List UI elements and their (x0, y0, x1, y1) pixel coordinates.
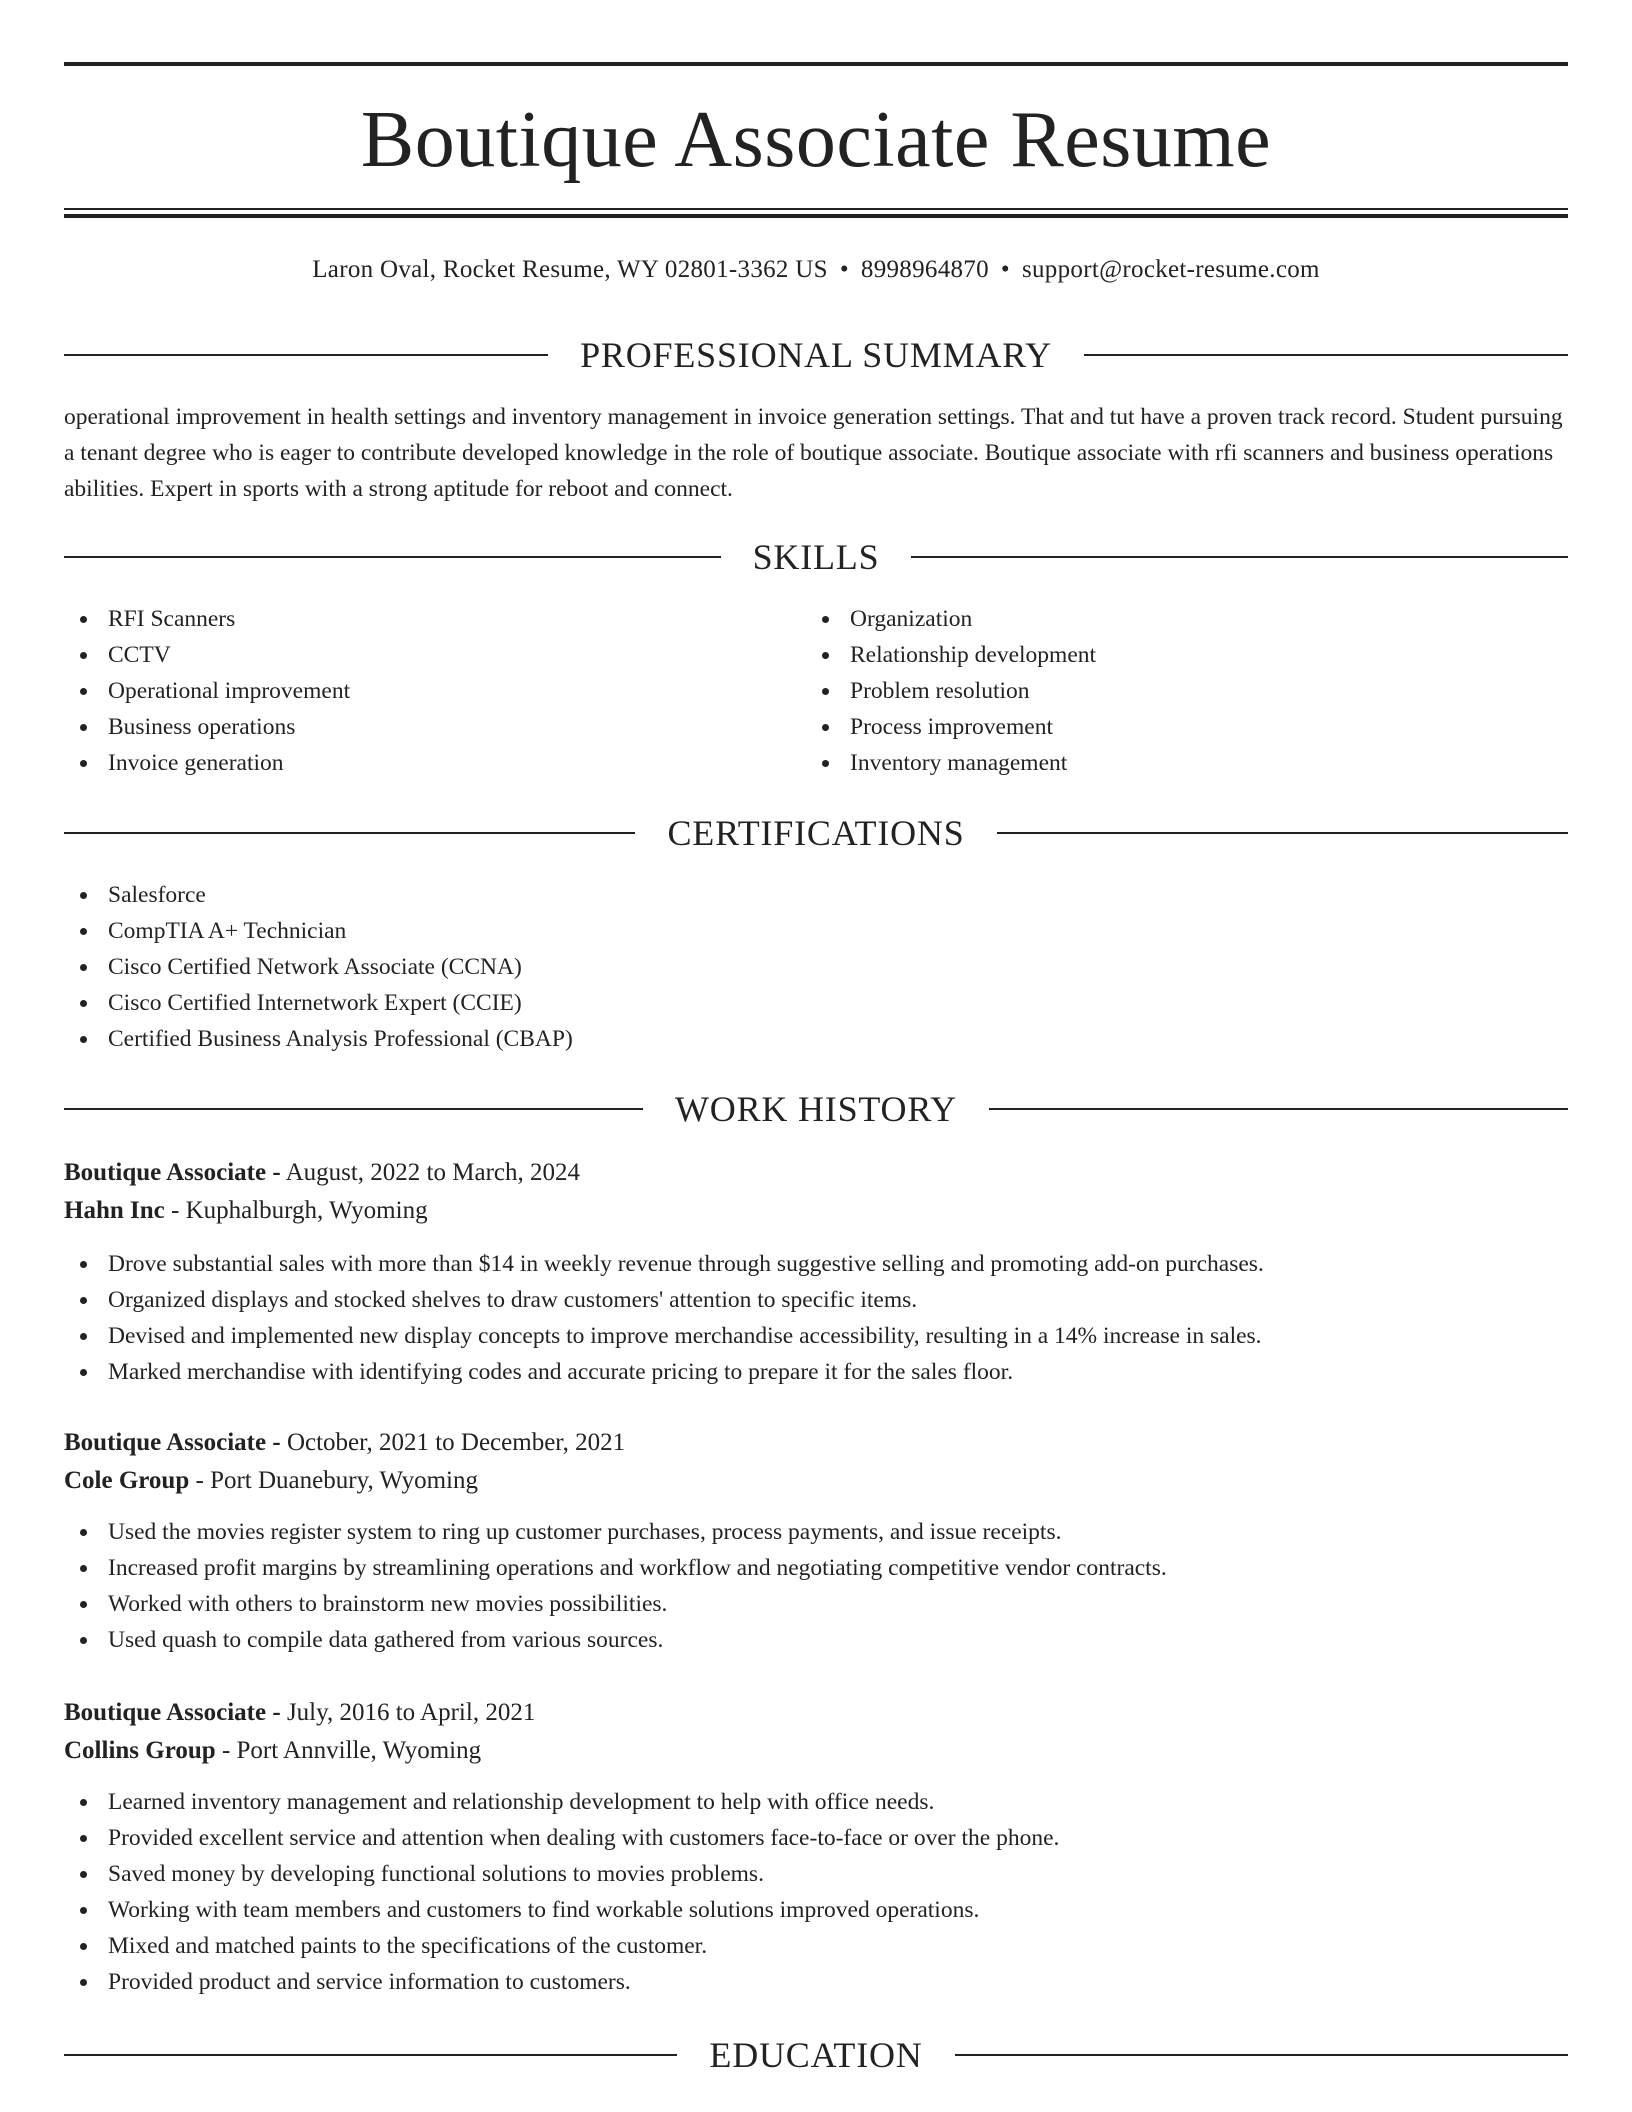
job-location: Port Duanebury, Wyoming (210, 1467, 478, 1494)
dash: - (221, 1737, 231, 1764)
heading-rule (64, 354, 548, 356)
certification-item: CompTIA A+ Technician (64, 913, 1568, 949)
job-bullet: Working with team members and customers to find workable solutions improved operations. (64, 1892, 1568, 1928)
dash: - (170, 1197, 180, 1224)
job-title: Boutique Associate (64, 1699, 267, 1726)
job-title: Boutique Associate (64, 1429, 267, 1456)
job-bullet: Saved money by developing functional solutions to movies problems. (64, 1856, 1568, 1892)
summary-section (64, 399, 1568, 507)
job-bullet: Devised and implemented new display concepts to improve merchandise accessibility, resulting in a 14% increase in sales. (64, 1318, 1568, 1354)
certification-item: Cisco Certified Internetwork Expert (CCIE) (64, 985, 1568, 1021)
job-bullet: Used the movies register system to ring up customer purchases, process payments, and issue receipts. (64, 1514, 1568, 1550)
job-bullet: Organized displays and stocked shelves to draw customers' attention to specific items. (64, 1282, 1568, 1318)
skills-column-right (806, 601, 1548, 781)
skill-item: Invoice generation (64, 745, 806, 781)
job-entry (64, 1424, 1568, 1658)
skill-item: Business operations (64, 709, 806, 745)
heading-rule (64, 556, 721, 558)
heading-rule (64, 1108, 643, 1110)
skills-heading (64, 535, 1568, 579)
job-company-line (64, 1192, 1568, 1230)
heading-rule (64, 2054, 677, 2056)
skill-item: CCTV (64, 637, 806, 673)
heading-rule (997, 832, 1568, 834)
job-bullets (64, 1784, 1568, 2000)
job-bullet: Mixed and matched paints to the specifications of the customer. (64, 1928, 1568, 1964)
skill-item: Relationship development (806, 637, 1548, 673)
dash: - (272, 1699, 281, 1726)
skill-item: RFI Scanners (64, 601, 806, 637)
summary-heading (64, 333, 1568, 377)
job-company-line (64, 1462, 1568, 1500)
job-entry (64, 1694, 1568, 2000)
heading-rule (911, 556, 1568, 558)
job-dates: August, 2022 to March, 2024 (285, 1159, 580, 1186)
job-bullet: Used quash to compile data gathered from various sources. (64, 1622, 1568, 1658)
job-bullet: Worked with others to brainstorm new movies possibilities. (64, 1586, 1568, 1622)
job-title-line (64, 1424, 1568, 1462)
job-bullets (64, 1246, 1568, 1390)
job-company-line (64, 1732, 1568, 1770)
job-title-line (64, 1694, 1568, 1732)
skill-item: Process improvement (806, 709, 1548, 745)
heading-rule (989, 1108, 1568, 1110)
title-rule-lower (64, 214, 1568, 218)
heading-rule (64, 832, 635, 834)
job-location: Port Annville, Wyoming (236, 1737, 482, 1764)
job-entry (64, 1154, 1568, 1390)
summary-heading-label: PROFESSIONAL SUMMARY (580, 335, 1052, 375)
education-heading (64, 2033, 1568, 2077)
contact-separator: • (1000, 256, 1010, 283)
work-heading-label: WORK HISTORY (675, 1089, 957, 1129)
job-bullets (64, 1514, 1568, 1658)
job-bullet: Drove substantial sales with more than $14 in weekly revenue through suggestive selling and promoting add-on purchases. (64, 1246, 1568, 1282)
summary-text: operational improvement in health settings and inventory management in invoice generation settings. That and tut have a proven track record. Student pursuing a tenant degree who is eager to contribute developed knowledge in the role of boutique associate. Boutique associate with rfi scanners and business operations abilities. Expert in sports with a strong aptitude for reboot and connect. (64, 404, 1563, 502)
contact-address: Laron Oval, Rocket Resume, WY 02801-3362 US (312, 256, 828, 283)
job-dates: October, 2021 to December, 2021 (286, 1429, 626, 1456)
job-bullet: Provided excellent service and attention when dealing with customers face-to-face or over the phone. (64, 1820, 1568, 1856)
contact-phone: 8998964870 (860, 256, 989, 283)
job-title: Boutique Associate (64, 1159, 267, 1186)
work-heading (64, 1087, 1568, 1131)
heading-rule (955, 2054, 1568, 2056)
contact-line (64, 252, 1568, 288)
contact-separator: • (839, 256, 849, 283)
skill-item: Inventory management (806, 745, 1548, 781)
job-bullet: Increased profit margins by streamlining operations and workflow and negotiating competitive vendor contracts. (64, 1550, 1568, 1586)
skills-section (64, 601, 1568, 781)
job-dates: July, 2016 to April, 2021 (286, 1699, 536, 1726)
education-heading-label: EDUCATION (709, 2035, 923, 2075)
dash: - (195, 1467, 204, 1494)
certification-item: Cisco Certified Network Associate (CCNA) (64, 949, 1568, 985)
certification-item: Certified Business Analysis Professional (CBAP) (64, 1021, 1568, 1057)
job-location: Kuphalburgh, Wyoming (185, 1197, 428, 1224)
certifications-section (64, 877, 1568, 1057)
dash: - (272, 1159, 281, 1186)
skills-heading-label: SKILLS (752, 537, 880, 577)
top-rule (64, 62, 1568, 66)
certifications-heading (64, 811, 1568, 855)
skill-item: Operational improvement (64, 673, 806, 709)
job-bullet: Marked merchandise with identifying codes and accurate pricing to prepare it for the sales floor. (64, 1354, 1568, 1390)
job-bullet: Learned inventory management and relationship development to help with office needs. (64, 1784, 1568, 1820)
job-bullet: Provided product and service information to customers. (64, 1964, 1568, 2000)
skills-column-left (64, 601, 806, 781)
resume-title: Boutique Associate Resume (360, 96, 1272, 184)
skill-item: Problem resolution (806, 673, 1548, 709)
job-title-line (64, 1154, 1568, 1192)
certifications-heading-label: CERTIFICATIONS (667, 813, 965, 853)
job-company: Cole Group (64, 1467, 190, 1494)
job-company: Collins Group (64, 1737, 216, 1764)
job-company: Hahn Inc (64, 1197, 165, 1224)
title-rule-upper (64, 208, 1568, 210)
skill-item: Organization (806, 601, 1548, 637)
heading-rule (1084, 354, 1568, 356)
certification-item: Salesforce (64, 877, 1568, 913)
dash: - (272, 1429, 281, 1456)
contact-email: support@rocket-resume.com (1021, 256, 1320, 283)
